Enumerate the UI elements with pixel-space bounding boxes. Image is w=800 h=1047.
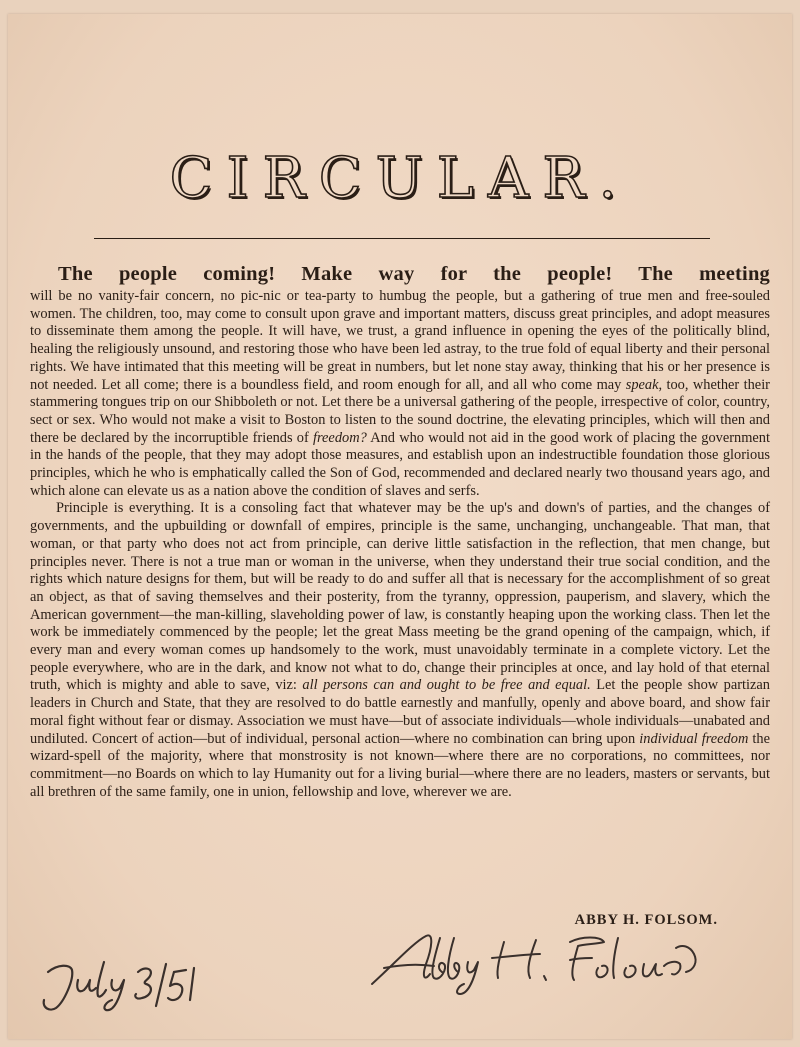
paragraph-2: Principle is everything. It is a consoling fact that whatever may be the up's and down's of parties, and the changes of governments, and the upbuilding or downfall of empires, principle is the same, unchanging, unchangeable. That man, that woman, or that party who does not act from principle, can derive little satisfaction in the reflection, that men change, but principles never. There is not a true man or woman in the universe, when they understand their true social condition, and the rights which nature designs for them, but will be ready to do and suffer all that is necessary for the accomplishment of so great an object, as that of saving themselves and their posterity, from the tyranny, oppression, pauperism, and slavery, which the American government—the man-killing, slaveholding power of law, is constantly heaping upon the working class. Then let the work be immediately commenced by the people; let the great Mass meeting be the grand opening of the campaign, which, if every man and every woman comes up handsomely to the work, must unavoidably terminate in a complete victory. Let the people everywhere, who are in the dark, and know not what to do, change their principles at once, and lay hold of that eternal truth, which is mighty and able to save, viz: all persons can and ought to be free and equal. Let the people show partizan leaders in Church and State, that they are resolved to do battle earnestly and manfully, openly and above board, and show fair moral fight without fear or dismay. Association we must have—but of associate individuals—whole individuals—unabated and undiluted. Concert of action—but of individual, personal action—where no combination can bring upon individual freedom the wizard-spell of the majority, where that monstrosity is not known—where there are no corporations, no committees, nor commitment—no Boards on which to lay Humanity out for a living burial—where there are no leaders, masters or servants, but all brethren of the same family, one in union, fellowship and love, wherever we are.	[30, 500, 771, 800]
emphasis-free-equal: all persons can and ought to be free and equal.	[302, 677, 591, 694]
circular-title: CIRCULAR.	[169, 146, 631, 211]
handwritten-date	[34, 950, 204, 1020]
emphasis-speak: speak	[625, 376, 659, 393]
circular-sheet	[8, 14, 792, 1039]
emphasis-individual-freedom: individual freedom	[639, 730, 749, 747]
handwritten-signature	[364, 924, 704, 1004]
lead-line: The people coming! Make way for the people! The meeting	[58, 263, 770, 285]
circular-body	[30, 260, 770, 801]
title-rule	[94, 238, 710, 239]
printed-signature: ABBY H. FOLSOM.	[574, 912, 718, 928]
paragraph-1: will be no vanity-fair concern, no pic-nic or tea-party to humbug the people, but a gathering of true men and free-souled women. The children, too, may come to consult upon grave and important matters, discuss great principles, and adopt measures to disseminate them among the people. It will have, we trust, a grand influence in opening the eyes of the politically blind, healing the religiously unsound, and restoring those who have been led astray, to the true fold of equal liberty and their personal rights. We have intimated that this meeting will be great in numbers, but let none stay away, thinking that his or her presence is not needed. Let all come; there is a boundless field, and room enough for all, and all who come may speak, too, whether their stammering tongues trip on our Shibboleth or not. Let there be a universal gathering of the people, irrespective of color, country, sect or sex. Who would not make a visit to Boston to listen to the sound doctrine, the elevating principles, which will then and there be declared by the incorruptible friends of freedom? And who would not aid in the good work of placing the government in the hands of the people, that they may adopt those measures, and establish upon an indestructible foundation those glorious principles, which he who is emphatically called the Son of God, recommended and declared nearly two thousand years ago, and which alone can elevate us as a nation above the condition of slaves and serfs.	[30, 288, 771, 499]
emphasis-freedom: freedom?	[312, 429, 367, 446]
